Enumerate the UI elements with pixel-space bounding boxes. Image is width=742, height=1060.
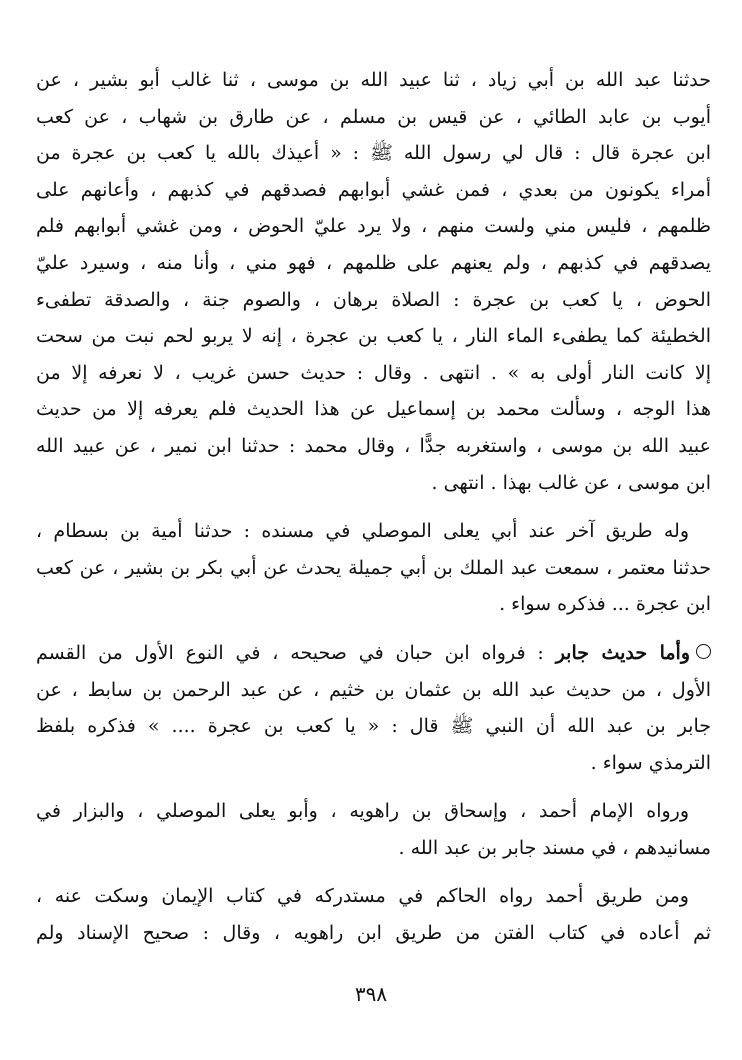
text-line: ابن موسى ، عن غالب بهذا . انتهى .	[431, 471, 711, 494]
text-line: عبيد الله بن موسى ، واستغربه جدًّا ، وقال محمد : حدثنا ابن نمير ، عن عبيد الله	[36, 434, 711, 457]
text-line: ابن عجرة قال : قال لي رسول الله ﷺ : « أعيذك بالله يا كعب بن عجرة من	[36, 142, 711, 165]
text-line: إلا كانت النار أولى به » . انتهى . وقال : حديث حسن غريب ، لا نعرفه إلا من	[36, 361, 711, 384]
text-line: حدثنا عبد الله بن أبي زياد ، ثنا عبيد الله بن موسى ، ثنا غالب أبو بشير ، عن	[36, 69, 711, 91]
text-line: ورواه الإمام أحمد ، وإسحاق بن راهويه ، وأبو يعلى الموصلي ، والبزار في	[36, 800, 689, 823]
text-line: الأول ، من حديث عبد الله بن عثمان بن خثيم ، عن عبد الرحمن بن سابط ، عن	[36, 678, 711, 701]
text-line: وله طريق آخر عند أبي يعلى الموصلي في مسنده : حدثنا أمية بن بسطام ،	[36, 520, 689, 543]
text-line: ثم أعاده في كتاب الفتن من طريق ابن راهويه ، وقال : صحيح الإسناد ولم	[36, 922, 711, 945]
text-line: حدثنا معتمر ، سمعت عبد الملك بن أبي جميلة يحدث عن أبي بكر بن بشير ، عن كعب	[36, 556, 711, 579]
text-line: ظلمهم ، فليس مني ولست منهم ، ولا يرد عليّ الحوض ، ومن غشي أبوابهم فلم	[36, 215, 711, 238]
paragraph-3	[36, 635, 711, 781]
text-line	[36, 635, 711, 672]
text-line: أمراء يكونون من بعدي ، فمن غشي أبوابهم فصدقهم في كذبهم ، وأعانهم على	[36, 178, 711, 201]
text-line: مسانيدهم ، في مسند جابر بن عبد الله .	[398, 836, 711, 859]
paragraph-2	[36, 513, 711, 623]
paragraph-divider	[36, 501, 711, 513]
text-span: : فرواه ابن حبان في صحيحه ، في النوع الأول من القسم	[36, 641, 556, 664]
paragraph-divider	[36, 781, 711, 793]
text-line: أيوب بن عابد الطائي ، عن قيس بن مسلم ، عن طارق بن شهاب ، عن كعب	[36, 105, 711, 128]
section-lead: وأما حديث جابر	[555, 641, 691, 664]
text-line: الخطيئة كما يطفىء الماء النار ، يا كعب بن عجرة ، إنه لا يربو لحم نبت من سحت	[36, 325, 711, 348]
document-body	[36, 62, 711, 952]
paragraph-1	[36, 62, 711, 501]
circle-bullet-icon	[696, 644, 711, 659]
page-number: ٣٩٨	[354, 982, 388, 1006]
paragraph-divider	[36, 623, 711, 635]
paragraph-5	[36, 878, 711, 951]
paragraph-4	[36, 793, 711, 866]
text-line: يصدقهم في كذبهم ، ولم يعنهم على ظلمهم ، فهو مني ، وأنا منه ، وسيرد عليّ	[36, 251, 711, 274]
text-line: الحوض ، يا كعب بن عجرة : الصلاة برهان ، والصوم جنة ، والصدقة تطفىء	[36, 288, 711, 311]
text-line: ابن عجرة ... فذكره سواء .	[499, 593, 711, 616]
text-line: الترمذي سواء .	[590, 751, 711, 774]
text-line: ومن طريق أحمد رواه الحاكم في مستدركه في كتاب الإيمان وسكت عنه ،	[36, 885, 689, 908]
paragraph-divider	[36, 866, 711, 878]
text-line: جابر بن عبد الله أن النبي ﷺ قال : « يا كعب بن عجرة .... » فذكره بلفظ	[36, 715, 711, 738]
text-line: هذا الوجه ، وسألت محمد بن إسماعيل عن هذا الحديث فلم يعرفه إلا من حديث	[36, 398, 711, 421]
